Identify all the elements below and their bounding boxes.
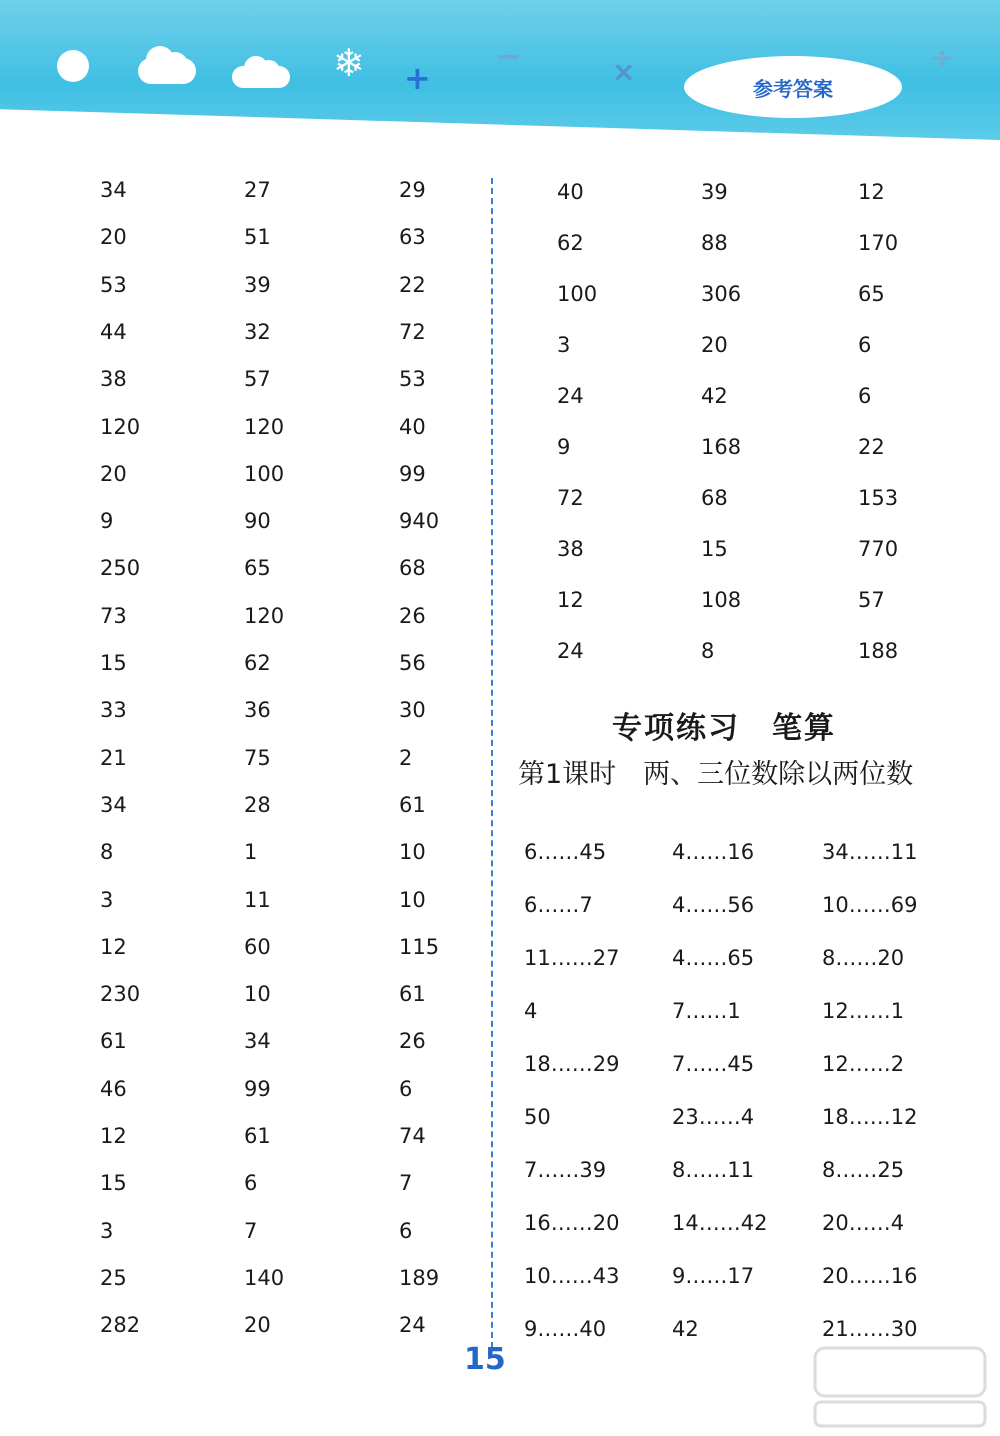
left-column-answer: 61 xyxy=(399,982,426,1007)
right-top-answer: 68 xyxy=(701,486,728,510)
division-remainder-answer: 12……2 xyxy=(822,1052,905,1076)
right-top-answer: 153 xyxy=(858,486,899,510)
right-top-answer: 6 xyxy=(858,333,872,357)
left-column-answer: 1 xyxy=(244,840,258,865)
division-remainder-answer: 20……16 xyxy=(822,1264,918,1288)
left-column-answer: 26 xyxy=(399,603,426,628)
right-top-answer: 15 xyxy=(701,537,728,561)
right-top-answer: 40 xyxy=(557,180,584,204)
left-column-answer: 38 xyxy=(100,367,127,392)
left-column-answer: 6 xyxy=(399,1218,413,1243)
right-top-answer: 22 xyxy=(858,435,885,459)
left-column-answer: 10 xyxy=(399,840,426,865)
left-column-answer: 68 xyxy=(399,556,426,581)
right-top-answer: 168 xyxy=(701,435,742,459)
division-remainder-answer: 7……45 xyxy=(672,1052,755,1076)
left-column-answer: 2 xyxy=(399,745,413,770)
left-column-answer: 61 xyxy=(399,792,426,817)
division-remainder-answer: 50 xyxy=(524,1105,551,1129)
division-remainder-answer: 6……45 xyxy=(524,840,607,864)
left-column-answer: 15 xyxy=(100,1171,127,1196)
division-remainder-answer: 23……4 xyxy=(672,1105,755,1129)
right-top-answer: 188 xyxy=(858,639,899,663)
minus-icon: − xyxy=(495,37,522,75)
left-column-answer: 20 xyxy=(100,461,127,486)
division-remainder-answer: 4……16 xyxy=(672,840,755,864)
division-remainder-answer: 7……39 xyxy=(524,1158,607,1182)
division-remainder-answer: 7……1 xyxy=(672,999,741,1023)
left-column-answer: 9 xyxy=(100,509,114,534)
left-column-answer: 44 xyxy=(100,319,127,344)
right-top-answer: 770 xyxy=(858,537,899,561)
left-column-answer: 61 xyxy=(244,1124,271,1148)
division-remainder-answer: 4 xyxy=(524,999,538,1023)
division-remainder-answer: 11……27 xyxy=(524,946,620,970)
left-column-answer: 60 xyxy=(244,934,271,959)
left-column-answer: 39 xyxy=(244,272,271,297)
division-remainder-answer: 34……11 xyxy=(822,840,918,864)
left-column-answer: 11 xyxy=(244,887,271,912)
left-column-answer: 7 xyxy=(399,1171,413,1196)
left-column-answer: 73 xyxy=(100,603,127,628)
left-column-answer: 61 xyxy=(100,1029,127,1054)
left-column-answer: 21 xyxy=(100,745,127,770)
division-remainder-answer: 8……20 xyxy=(822,946,905,970)
division-remainder-answer: 9……40 xyxy=(524,1317,607,1341)
division-remainder-answer: 4……65 xyxy=(672,946,755,970)
left-column-answer: 36 xyxy=(244,698,271,723)
division-remainder-answer: 4……56 xyxy=(672,893,755,917)
left-column-answer: 29 xyxy=(399,178,426,202)
division-remainder-answer: 21……30 xyxy=(822,1317,918,1341)
left-column-answer: 6 xyxy=(244,1171,258,1196)
section-title: 专项练习 笔算 xyxy=(612,711,836,746)
left-column-answer: 120 xyxy=(100,414,141,439)
right-top-answer: 57 xyxy=(858,588,885,612)
division-remainder-answer: 12……1 xyxy=(822,999,905,1023)
left-column-answer: 10 xyxy=(399,887,426,912)
rain-cloud-icon xyxy=(232,54,290,96)
page-number: 15 xyxy=(464,1342,506,1377)
left-column-answer: 8 xyxy=(100,840,114,865)
left-column-answer: 230 xyxy=(100,982,141,1007)
left-column-answer: 6 xyxy=(399,1076,413,1101)
left-column-answer: 46 xyxy=(100,1076,127,1101)
division-remainder-answer: 8……25 xyxy=(822,1158,905,1182)
right-top-answer: 72 xyxy=(557,486,584,510)
left-column-answer: 7 xyxy=(244,1218,258,1243)
right-top-answer: 12 xyxy=(557,588,584,612)
watermark-logo-icon xyxy=(805,1340,995,1432)
section-subtitle: 第1课时 两、三位数除以两位数 xyxy=(518,759,914,790)
left-column-answer: 189 xyxy=(399,1265,440,1290)
left-column-answer: 120 xyxy=(244,603,285,628)
left-column-answer: 40 xyxy=(399,414,426,439)
division-remainder-answer: 42 xyxy=(672,1317,699,1341)
left-column-answer: 26 xyxy=(399,1029,426,1054)
right-top-answer: 38 xyxy=(557,537,584,561)
division-remainder-answer: 10……43 xyxy=(524,1264,620,1288)
division-remainder-answer: 18……12 xyxy=(822,1105,918,1129)
right-top-answer: 20 xyxy=(701,333,728,357)
cloud-icon xyxy=(138,44,196,86)
left-column-answer: 56 xyxy=(399,651,426,675)
left-column-answer: 24 xyxy=(399,1313,426,1338)
division-remainder-answer: 16……20 xyxy=(524,1211,620,1235)
left-column-answer: 75 xyxy=(244,745,271,770)
right-top-answer: 108 xyxy=(701,588,742,612)
left-column-answer: 282 xyxy=(100,1313,141,1338)
division-remainder-answer: 10……69 xyxy=(822,893,918,917)
right-top-answer: 62 xyxy=(557,231,584,255)
right-top-answer: 170 xyxy=(858,231,899,255)
left-column-answer: 20 xyxy=(244,1313,271,1338)
left-column-answer: 25 xyxy=(100,1265,127,1290)
answer-key-badge: 参考答案 xyxy=(684,56,902,118)
left-column-answer: 28 xyxy=(244,792,271,817)
right-top-answer: 6 xyxy=(858,384,872,408)
right-top-answer: 8 xyxy=(701,639,715,663)
division-remainder-answer: 14……42 xyxy=(672,1211,768,1235)
right-top-answer: 9 xyxy=(557,435,571,459)
left-column-answer: 10 xyxy=(244,982,271,1007)
division-remainder-answer: 8……11 xyxy=(672,1158,755,1182)
right-top-answer: 3 xyxy=(557,333,571,357)
left-column-answer: 65 xyxy=(244,556,271,581)
left-column-answer: 74 xyxy=(399,1124,426,1148)
left-column-answer: 99 xyxy=(244,1076,271,1101)
left-column-answer: 3 xyxy=(100,1218,114,1243)
column-divider xyxy=(491,178,493,1348)
left-column-answer: 32 xyxy=(244,319,271,344)
left-column-answer: 34 xyxy=(244,1029,271,1054)
left-column-answer: 22 xyxy=(399,272,426,297)
left-column-answer: 51 xyxy=(244,225,271,250)
left-column-answer: 100 xyxy=(244,461,285,486)
division-remainder-answer: 20……4 xyxy=(822,1211,905,1235)
left-column-answer: 72 xyxy=(399,319,426,344)
left-column-answer: 15 xyxy=(100,651,127,675)
right-top-answer: 88 xyxy=(701,231,728,255)
left-column-answer: 62 xyxy=(244,651,271,675)
right-top-answer: 306 xyxy=(701,282,742,306)
right-top-answer: 12 xyxy=(858,180,885,204)
left-column-answer: 115 xyxy=(399,934,440,959)
left-column-answer: 33 xyxy=(100,698,127,723)
left-column-answer: 90 xyxy=(244,509,271,534)
right-top-answer: 100 xyxy=(557,282,598,306)
left-column-answer: 3 xyxy=(100,887,114,912)
left-column-answer: 940 xyxy=(399,509,440,534)
right-top-answer: 42 xyxy=(701,384,728,408)
snowflake-icon: ❄ xyxy=(333,41,365,85)
division-remainder-answer: 9……17 xyxy=(672,1264,755,1288)
right-top-answer: 65 xyxy=(858,282,885,306)
left-column-answer: 12 xyxy=(100,1124,127,1148)
left-column-answer: 140 xyxy=(244,1265,285,1290)
left-column-answer: 12 xyxy=(100,934,127,959)
left-column-answer: 53 xyxy=(100,272,127,297)
plus-icon: + xyxy=(404,59,431,97)
left-column-answer: 120 xyxy=(244,414,285,439)
division-remainder-answer: 18……29 xyxy=(524,1052,620,1076)
left-column-answer: 99 xyxy=(399,461,426,486)
left-column-answer: 63 xyxy=(399,225,426,250)
left-column-answer: 20 xyxy=(100,225,127,250)
sun-icon xyxy=(57,50,89,82)
left-column-answer: 53 xyxy=(399,367,426,392)
left-column-answer: 250 xyxy=(100,556,141,581)
right-top-answer: 39 xyxy=(701,180,728,204)
left-column-answer: 34 xyxy=(100,792,127,817)
left-column-answer: 27 xyxy=(244,178,271,202)
times-icon: × xyxy=(612,55,636,88)
right-top-answer: 24 xyxy=(557,384,584,408)
division-remainder-answer: 6……7 xyxy=(524,893,593,917)
divide-icon: ÷ xyxy=(930,41,954,74)
left-column-answer: 30 xyxy=(399,698,426,723)
right-top-answer: 24 xyxy=(557,639,584,663)
left-column-answer: 34 xyxy=(100,178,127,202)
left-column-answer: 57 xyxy=(244,367,271,392)
